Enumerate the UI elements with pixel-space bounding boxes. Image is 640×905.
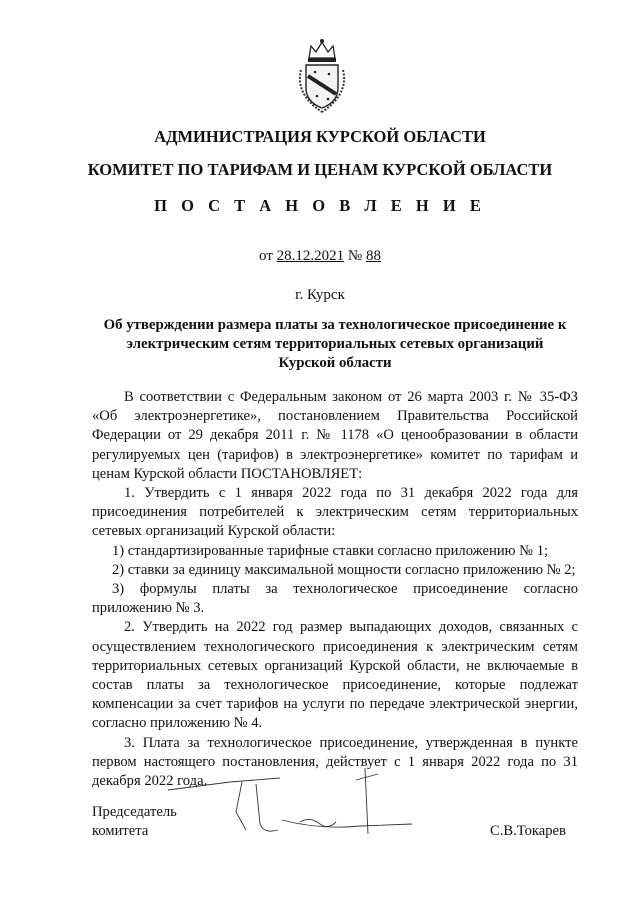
clause-1-item-1: 1) стандартизированные тарифные ставки согласно приложению № 1;	[112, 542, 549, 559]
number-sign: №	[347, 248, 363, 264]
signatory-title	[92, 803, 177, 841]
date-prefix: от	[259, 248, 273, 264]
committee-title: КОМИТЕТ ПО ТАРИФАМ И ЦЕНАМ КУРСКОЙ ОБЛАСТИ	[87, 160, 553, 179]
document-type-title: П О С Т А Н О В Л Е Н И Е	[154, 196, 486, 215]
clause-1-item-2: 2) ставки за единицу максимальной мощности согласно приложению № 2;	[112, 561, 576, 578]
clause-1-item-3: 3) формулы платы за технологическое присоединение согласно приложению № 3.	[92, 581, 578, 617]
document-subject: Об утверждении размера платы за технологическое присоединение к электрическим сетям территориальных сетевых организаций Курской области	[103, 317, 567, 371]
document-dateline	[0, 248, 640, 265]
signatory-title-line-1: Председатель	[92, 804, 177, 820]
signatory-name: С.В.Токарев	[490, 823, 566, 839]
clause-2: 2. Утвердить на 2022 год размер выпадающих доходов, связанных с осуществлением технологического присоединения к электрическим сетям территориальных сетевых организаций Курской области, не включаемые в состав платы за технологическое присоединение, которые подлежат компенсации за счет тарифов на услуги по передаче электрической энергии, согласно приложению № 4.	[92, 619, 578, 732]
document-date: 28.12.2021	[276, 248, 345, 264]
administration-title: АДМИНИСТРАЦИЯ КУРСКОЙ ОБЛАСТИ	[154, 127, 486, 146]
kursk-coat-of-arms-icon	[293, 36, 351, 116]
handwritten-signature-icon	[160, 760, 420, 840]
document-number: 88	[365, 248, 381, 264]
document-body	[92, 388, 578, 791]
clause-1: 1. Утвердить с 1 января 2022 года по 31 декабря 2022 года для присоединения потребителей к электрическим сетям территориальных сетевых организаций Курской области:	[92, 485, 578, 540]
document-city: г. Курск	[295, 287, 345, 303]
clause-3: 3. Плата за технологическое присоединение, утвержденная в пункте первом настоящего постановления, действует с 1 января 2022 года по 31 декабря 2022 года.	[92, 734, 578, 790]
signatory-title-line-2: комитета	[92, 823, 149, 839]
preamble-paragraph: В соответствии с Федеральным законом от 26 марта 2003 г. № 35-ФЗ «Об электроэнергетике», постановлением Правительства Российской Федерации от 29 декабря 2011 г. № 1178 «О ценообразовании в области регулируемых цен (тарифов) в электроэнергетике» комитет по тарифам и ценам Курской области ПОСТАНОВЛЯЕТ:	[92, 389, 578, 482]
